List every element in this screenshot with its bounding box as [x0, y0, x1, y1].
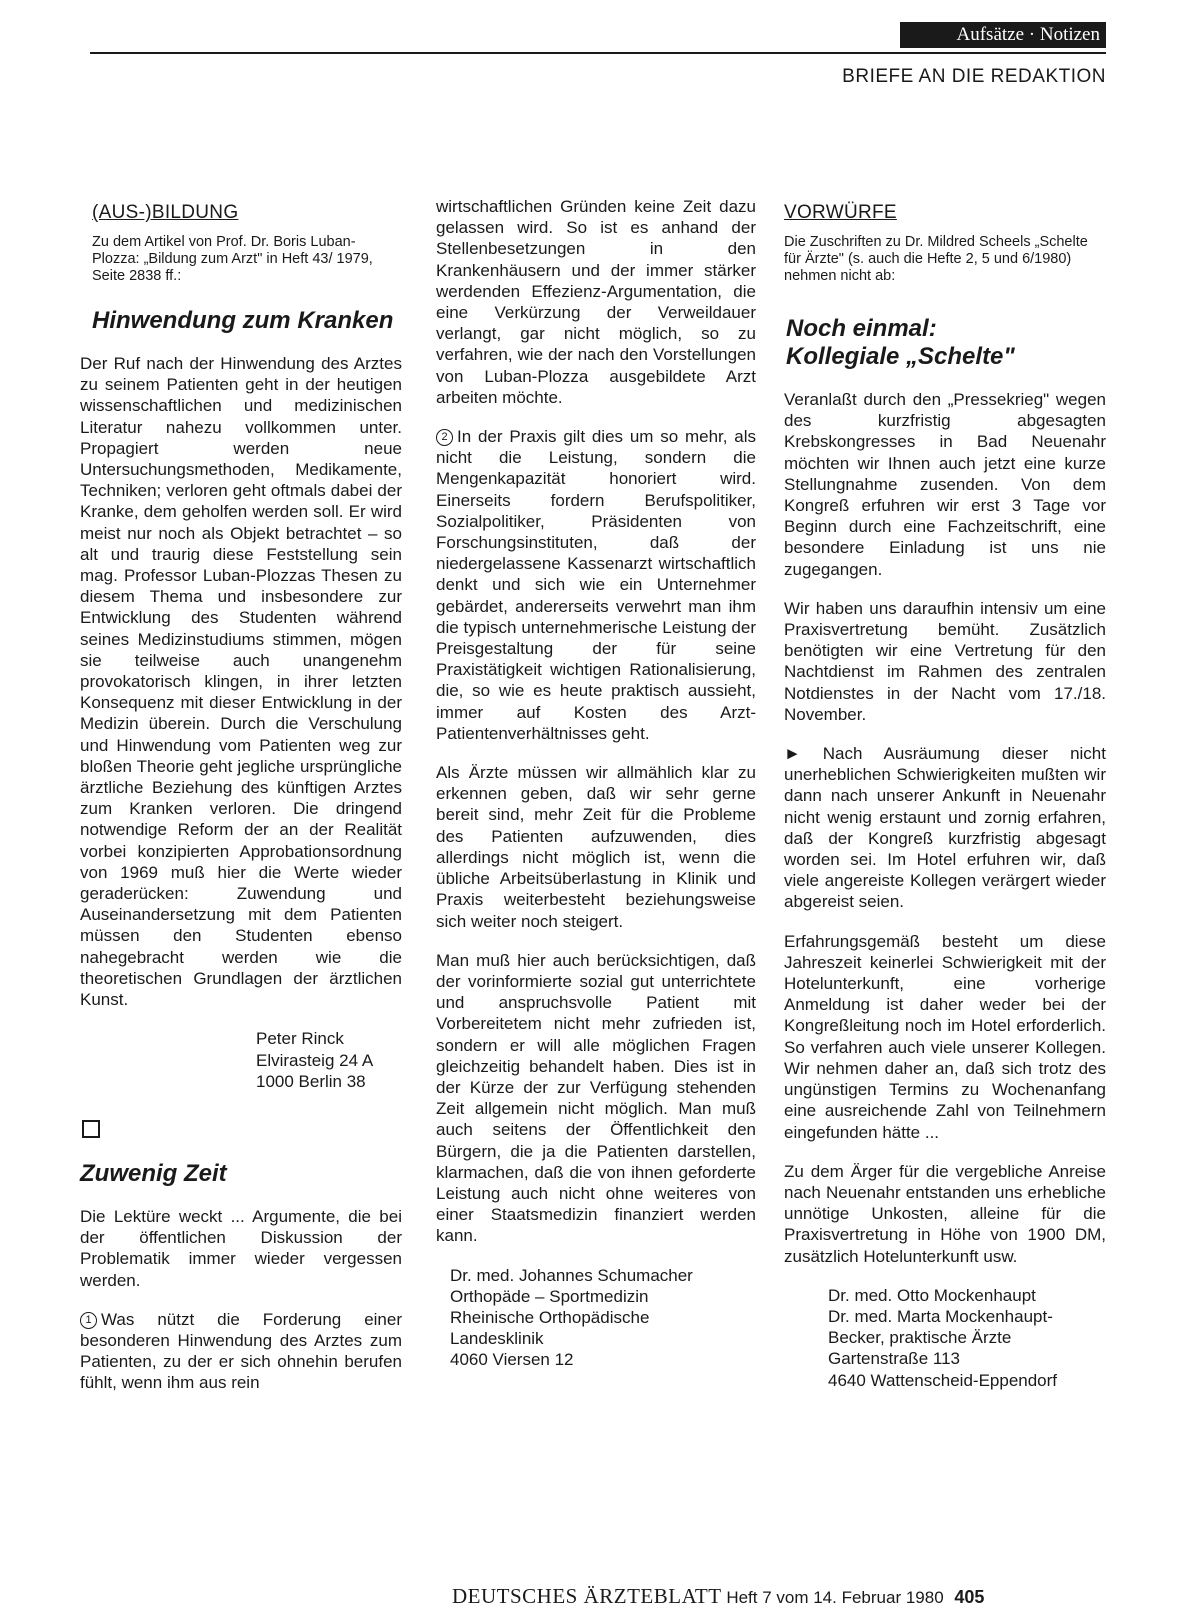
headline-line: Kollegiale „Schelte" — [786, 343, 1015, 370]
section-title: BRIEFE AN DIE REDAKTION — [842, 66, 1106, 87]
letter-body: Veranlaßt durch den „Pressekrieg" wegen des kurzfristig abgesagten Krebskongresses in Bad Neuenahr möchten wir Ihnen auch jetzt eine kurze Stellungnahme zusenden. Von dem Kongreß erfuhren wir erst 3 Tage vor Beginn durch eine Fachzeitschrift, eine besondere Einladung ist uns nie zugegangen. — [784, 390, 1106, 579]
header-rule — [90, 52, 1106, 54]
page-footer — [452, 1584, 984, 1609]
letter-headline — [786, 315, 1106, 371]
letter-body — [436, 426, 756, 744]
column-right — [784, 202, 1106, 1391]
category-heading: VORWÜRFE — [784, 202, 897, 223]
letter-body: wirtschaftlichen Gründen keine Zeit dazu gelassen wird. So ist es anhand der Stellenbesetzungen in den Krankenhäusern und der immer stärker werdenden Effezienz-Argumentation, die eine Verkürzung der Verweildauer verlangt, gar nicht möglich, so zu verfahren, wie der nach den Vorstellungen von Luban-Plozza ausgebildete Arzt arbeiten möchte. — [436, 197, 756, 407]
numbered-marker-icon: 2 — [436, 429, 453, 446]
arrow-marker-icon: ► — [784, 744, 801, 764]
signature-city: 4060 Viersen 12 — [450, 1350, 574, 1370]
paragraph-text: In der Praxis gilt dies um so mehr, als nicht die Leistung, sondern die Mengenkapazität honoriert wird. Einerseits fordern Berufspolitiker, Sozialpolitiker, Präsidenten von Forschungsinstituten, daß der niedergelassene Kassenarzt wirtschaftlich denkt und sich wie ein Unternehmer gebärdet, andererseits verwehrt man ihm die typisch unternehmerische Leistung der Preisgestaltung der für seine Praxistätigkeit wichtigen Rationalisierung, die, so wie es heute praktisch aussieht, immer auf Kosten des Arzt-Patientenverhältnisses geht. — [436, 427, 756, 743]
journal-name: DEUTSCHES ÄRZTEBLATT — [452, 1584, 722, 1608]
end-mark-icon — [82, 1120, 100, 1138]
letter-body: Erfahrungsgemäß besteht um diese Jahreszeit keinerlei Schwierigkeit mit der Hotelunterkunft, eine vorherige Anmeldung ist daher weder bei der Kongreßleitung noch im Hotel erforderlich. So verfahren auch viele unserer Kollegen. Wir nehmen daher an, daß sich trotz des ungünstigen Termins zu Wochenanfang eine ausreichende Zahl von Teilnehmern eingefunden hätte ... — [784, 931, 1106, 1142]
paragraph-text: Was nützt die Forderung einer besonderen Hinwendung des Arztes zum Patienten, zu der er sich ohnehin berufen fühlt, wenn ihm aus rein — [80, 1309, 402, 1393]
signature-title: Orthopäde – Sportmedizin — [450, 1286, 649, 1306]
signature-city: 4640 Wattenscheid-Eppendorf — [828, 1370, 1058, 1390]
signature-title: Becker, praktische Ärzte — [828, 1328, 1012, 1348]
letter-body: Als Ärzte müssen wir allmählich klar zu erkennen geben, daß wir sehr gerne bereit sind, mehr Zeit für die Probleme des Patienten aufzuwenden, dies allerdings nicht möglich ist, wenn die übliche Arbeitsüberlastung in Klinik und Praxis weiterbesteht beziehungsweise sich weiter noch steigert. — [436, 763, 756, 931]
letter-body — [784, 743, 1106, 913]
letter-signature — [450, 1265, 756, 1371]
letter-headline: Zuwenig Zeit — [80, 1159, 227, 1187]
paragraph-text: Nach Ausräumung dieser nicht unerheblichen Schwierigkeiten mußten wir dann nach unserer Ankunft in Neuenahr nicht wenig erstaunt und zornig erfahren, daß der Kongreß kurzfristig abgesagt worden sei. Im Hotel erfuhren wir, daß viele angereiste Kollegen verärgert wieder abgereist seien. — [784, 744, 1106, 912]
signature-name: Dr. med. Johannes Schumacher — [450, 1265, 693, 1285]
signature-street: Elvirasteig 24 A — [256, 1050, 374, 1070]
signature-city: 1000 Berlin 38 — [256, 1071, 366, 1091]
signature-name: Dr. med. Marta Mockenhaupt- — [828, 1306, 1053, 1326]
signature-name: Peter Rinck — [256, 1029, 344, 1049]
letter-signature — [828, 1285, 1106, 1391]
letter-body: Die Lektüre weckt ... Argumente, die bei der öffentlichen Diskussion der Problematik immer wieder vergessen werden. — [80, 1206, 402, 1290]
signature-institution: Landesklinik — [450, 1329, 544, 1349]
numbered-marker-icon: 1 — [80, 1312, 97, 1329]
signature-name: Dr. med. Otto Mockenhaupt — [828, 1285, 1036, 1305]
column-middle — [436, 196, 756, 1371]
page-number: 405 — [954, 1587, 985, 1607]
letter-signature — [256, 1028, 402, 1092]
article-reference: Zu dem Artikel von Prof. Dr. Boris Luban-Plozza: „Bildung zum Arzt" in Heft 43/ 1979, Seite 2838 ff.: — [92, 234, 373, 284]
letter-body: Wir haben uns daraufhin intensiv um eine Praxisvertretung bemüht. Zusätzlich benötigten wir eine Vertretung für den Nachtdienst im Rahmen des zentralen Notdienstes in der Nacht vom 17./18. November. — [784, 598, 1106, 724]
article-reference: Die Zuschriften zu Dr. Mildred Scheels „Schelte für Ärzte" (s. auch die Hefte 2, 5 und 6/1980) nehmen nicht ab: — [784, 234, 1088, 284]
headline-line: Noch einmal: — [786, 315, 937, 342]
signature-institution: Rheinische Orthopädische — [450, 1307, 650, 1327]
signature-street: Gartenstraße 113 — [828, 1349, 960, 1369]
letter-body: Man muß hier auch berücksichtigen, daß der vorinformierte sozial gut unterrichtete und anspruchsvolle Patient mit Vorbereitetem nicht mehr zufrieden ist, sondern er will alle möglichen Fragen gleichzeitig behandelt haben. Dies ist in der Kürze der zur Verfügung stehenden Zeit allgemein nicht möglich. Man muß auch seitens der Öffentlichkeit den Bürgern, die ja die Patienten darstellen, klarmachen, daß die von ihnen geforderte Leistung auch nicht ohne weiteres von einer Staatsmedizin finanziert werden kann. — [436, 950, 756, 1246]
issue-info: Heft 7 vom 14. Februar 1980 — [726, 1588, 944, 1607]
category-heading: (AUS-)BILDUNG — [92, 202, 239, 223]
column-left — [80, 202, 402, 1412]
section-badge: Aufsätze · Notizen — [900, 22, 1106, 48]
letter-headline: Hinwendung zum Kranken — [92, 307, 394, 334]
letter-body: Zu dem Ärger für die vergebliche Anreise nach Neuenahr entstanden uns erhebliche unnötige Unkosten, alleine für die Praxisvertretung in Höhe von 1900 DM, zusätzlich Hotelunterkunft usw. — [784, 1161, 1106, 1266]
letter-body: Der Ruf nach der Hinwendung des Arztes zu seinem Patienten geht in der heutigen wissenschaftlichen und medizinischen Literatur nahezu vollkommen unter. Propagiert werden neue Untersuchungsmethoden, Medikamente, Techniken; verloren geht oftmals dabei der Kranke, dem geholfen werden soll. Er wird meist nur noch als Objekt betrachtet – so alt und traurig diese Feststellung sein mag. Professor Luban-Plozzas Thesen zu diesem Thema und insbesondere zur Entwicklung des Studenten während seines Medizinstudiums stimmen, mögen sie teilweise auch unangenehm provokatorisch klingen, in ihrer letzten Konsequenz mit dieser Entwicklung in der Medizin überein. Durch die Verschulung und Hinwendung vom Patienten weg zur bloßen Theorie geht jegliche ursprüngliche ärztliche Beziehung des künftigen Arztes zum Kranken verloren. Die dringend notwendige Reform der an der Realität vorbei konzipierten Approbationsordnung von 1969 muß hier die Werte wieder geraderücken: Zuwendung und Auseinandersetzung mit dem Patienten müssen den Studenten ebenso nahegebracht werden wie die theoretischen Grundlagen der ärztlichen Kunst. — [80, 354, 402, 1010]
letter-body — [80, 1309, 402, 1394]
